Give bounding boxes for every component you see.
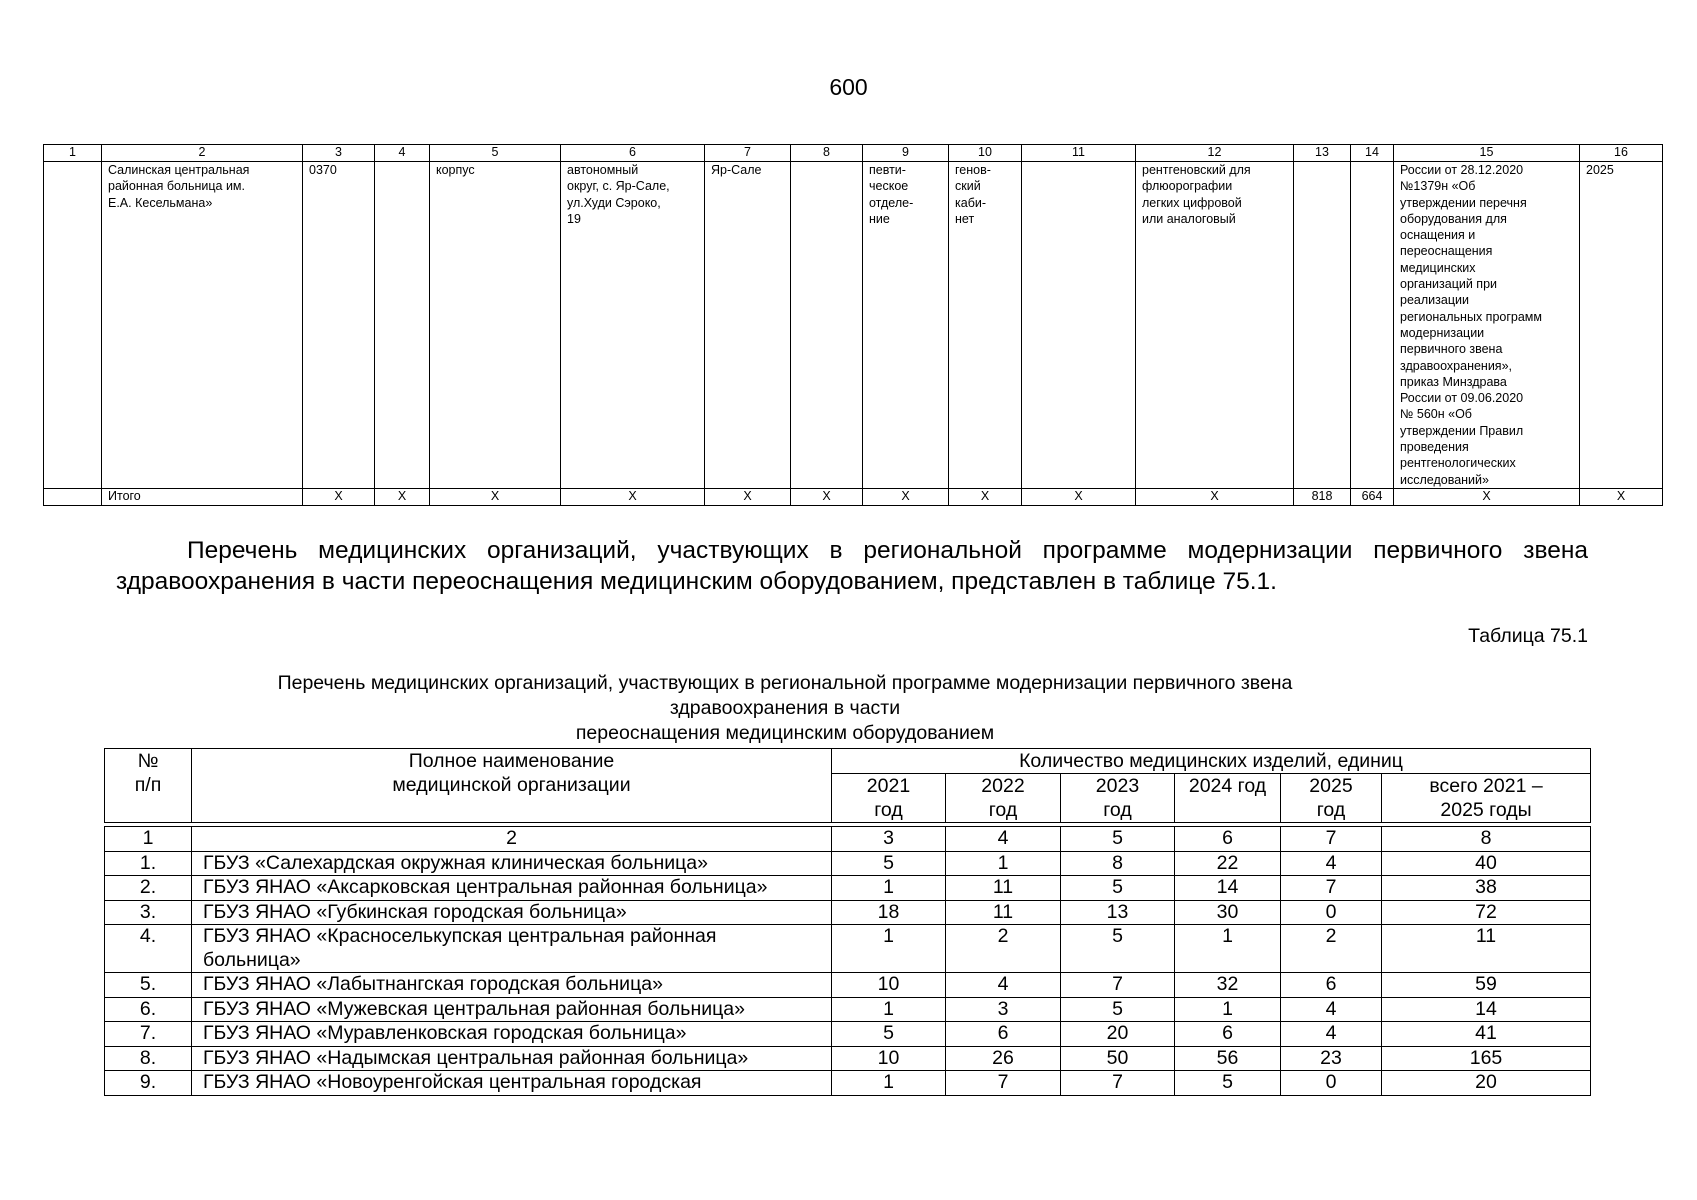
- row-number: 5.: [105, 973, 192, 998]
- total-row: [44, 489, 1663, 506]
- year-value: 1: [1175, 925, 1281, 973]
- cell-equipment: рентгеновский для флюорографии легких цифровой или аналоговый: [1136, 162, 1294, 489]
- table-row: [105, 925, 1591, 973]
- organization-name: ГБУЗ ЯНАО «Аксарковская центральная районная больница»: [192, 876, 832, 901]
- total-cell: 664: [1351, 489, 1394, 506]
- page-number: 600: [829, 74, 868, 100]
- cell-room: генов- ский каби- нет: [949, 162, 1022, 489]
- year-value: 8: [1061, 851, 1175, 876]
- total-value: 59: [1382, 973, 1591, 998]
- cell-col4: [375, 162, 430, 489]
- column-number-row: [44, 145, 1663, 162]
- row-number: 4.: [105, 925, 192, 973]
- header-name-line2: медицинской организации: [392, 774, 631, 796]
- year-value: 5: [832, 851, 946, 876]
- year-value: 1: [832, 1071, 946, 1096]
- organization-name: ГБУЗ ЯНАО «Надымская центральная районная больница»: [192, 1046, 832, 1071]
- year-value: 4: [1281, 851, 1382, 876]
- header-year: 2025 год: [1281, 774, 1382, 823]
- col-number: 1: [105, 827, 192, 852]
- row-number: 3.: [105, 900, 192, 925]
- col-number: 7: [1281, 827, 1382, 852]
- caption-line2: переоснащения медицинским оборудованием: [575, 722, 995, 744]
- col-number: 16: [1580, 145, 1663, 162]
- col-number: 14: [1351, 145, 1394, 162]
- organization-name: ГБУЗ ЯНАО «Губкинская городская больница»: [192, 900, 832, 925]
- year-value: 5: [1061, 876, 1175, 901]
- year-value: 10: [832, 1046, 946, 1071]
- row-number: 7.: [105, 1022, 192, 1047]
- year-value: 1: [946, 851, 1061, 876]
- year-value: 4: [1281, 1022, 1382, 1047]
- organization-name: ГБУЗ «Салехардская окружная клиническая больница»: [192, 851, 832, 876]
- header-num: [105, 749, 192, 823]
- total-value: 41: [1382, 1022, 1591, 1047]
- row-number: 6.: [105, 997, 192, 1022]
- col-number: 13: [1294, 145, 1351, 162]
- cell-department: певти- ческое отделе- ние: [863, 162, 949, 489]
- total-cell: Х: [430, 489, 561, 506]
- total-cell: Х: [949, 489, 1022, 506]
- year-value: 10: [832, 973, 946, 998]
- cell-address: автономный округ, с. Яр-Сале, ул.Худи Сэроко, 19: [561, 162, 705, 489]
- year-value: 2: [1281, 925, 1382, 973]
- col-number: 2: [102, 145, 303, 162]
- organization-name: ГБУЗ ЯНАО «Новоуренгойская центральная городская: [192, 1071, 832, 1096]
- year-value: 4: [1281, 997, 1382, 1022]
- year-value: 18: [832, 900, 946, 925]
- col-number: 5: [1061, 827, 1175, 852]
- year-value: 1: [832, 997, 946, 1022]
- col-number: 12: [1136, 145, 1294, 162]
- year-value: 22: [1175, 851, 1281, 876]
- year-value: 1: [832, 876, 946, 901]
- total-value: 11: [1382, 925, 1591, 973]
- year-value: 11: [946, 900, 1061, 925]
- organization-name: ГБУЗ ЯНАО «Мужевская центральная районная больница»: [192, 997, 832, 1022]
- year-value: 5: [1175, 1071, 1281, 1096]
- header-year: 2024 год: [1175, 774, 1281, 823]
- total-cell: Х: [303, 489, 375, 506]
- year-value: 0: [1281, 900, 1382, 925]
- cell-year: 2025: [1580, 162, 1663, 489]
- table-row: [105, 900, 1591, 925]
- total-value: 165: [1382, 1046, 1591, 1071]
- table-row: [105, 997, 1591, 1022]
- table-row: [105, 1046, 1591, 1071]
- table-caption: [225, 671, 1345, 746]
- row-number: 2.: [105, 876, 192, 901]
- table-row: [105, 1071, 1591, 1096]
- total-cell: Х: [1136, 489, 1294, 506]
- col-number: 3: [303, 145, 375, 162]
- col-number: 2: [192, 827, 832, 852]
- col-number: 6: [561, 145, 705, 162]
- organization-name: ГБУЗ ЯНАО «Муравленковская городская больница»: [192, 1022, 832, 1047]
- cell-col11: [1022, 162, 1136, 489]
- caption-line1: Перечень медицинских организаций, участвующих в региональной программе модернизации первичного звена здравоохранения в части: [277, 672, 1293, 719]
- col-number: 9: [863, 145, 949, 162]
- cell-locality: Яр-Сале: [705, 162, 791, 489]
- col-number: 3: [832, 827, 946, 852]
- cell-col1: [44, 162, 102, 489]
- cell-code: 0370: [303, 162, 375, 489]
- organization-name: ГБУЗ ЯНАО «Красноселькупская центральная районная больница»: [192, 925, 832, 973]
- col-number: 8: [1382, 827, 1591, 852]
- col-number: 1: [44, 145, 102, 162]
- total-cell: 818: [1294, 489, 1351, 506]
- col-number: 10: [949, 145, 1022, 162]
- header-num-line2: п/п: [134, 774, 162, 796]
- year-value: 1: [1175, 997, 1281, 1022]
- year-value: 5: [1061, 925, 1175, 973]
- table-row: [105, 973, 1591, 998]
- total-cell: Х: [791, 489, 863, 506]
- year-value: 30: [1175, 900, 1281, 925]
- table-row: [105, 851, 1591, 876]
- header-name: [192, 749, 832, 823]
- total-label: Итого: [102, 489, 303, 506]
- total-cell: Х: [705, 489, 791, 506]
- organization-name: ГБУЗ ЯНАО «Лабытнангская городская больница»: [192, 973, 832, 998]
- year-value: 2: [946, 925, 1061, 973]
- year-value: 11: [946, 876, 1061, 901]
- header-group: Количество медицинских изделий, единиц: [832, 749, 1591, 774]
- col-number: 5: [430, 145, 561, 162]
- year-value: 0: [1281, 1071, 1382, 1096]
- header-num-line1: №: [137, 750, 159, 772]
- year-value: 23: [1281, 1046, 1382, 1071]
- total-value: 40: [1382, 851, 1591, 876]
- total-cell: Х: [863, 489, 949, 506]
- col-number: 11: [1022, 145, 1136, 162]
- year-value: 7: [1281, 876, 1382, 901]
- total-cell: Х: [561, 489, 705, 506]
- row-number: 8.: [105, 1046, 192, 1071]
- year-value: 3: [946, 997, 1061, 1022]
- intro-paragraph: Перечень медицинских организаций, участвующих в региональной программе модернизации первичного звена здравоохранения в части переоснащения медицинским оборудованием, представлен в таблице 75.1.: [116, 537, 1588, 595]
- year-value: 14: [1175, 876, 1281, 901]
- col-number: 4: [375, 145, 430, 162]
- total-cell: Х: [1022, 489, 1136, 506]
- header-year: 2023 год: [1061, 774, 1175, 823]
- total-cell: Х: [375, 489, 430, 506]
- cell-legal-basis: России от 28.12.2020 №1379н «Об утверждении перечня оборудования для оснащения и переоснащения медицинских организаций при реализации региональных программ модернизации первичного звена здравоохранения», приказ Минздрава России от 09.06.2020 № 560н «Об утверждении Правил проведения рентгенологических исследований»: [1394, 162, 1580, 489]
- cell-col13: [1294, 162, 1351, 489]
- cell-organization: Салинская центральная районная больница им. Е.А. Кесельмана»: [102, 162, 303, 489]
- year-value: 26: [946, 1046, 1061, 1071]
- year-value: 4: [946, 973, 1061, 998]
- col-number: 15: [1394, 145, 1580, 162]
- total-cell: Х: [1580, 489, 1663, 506]
- main-table-header: [104, 748, 1591, 823]
- row-number: 1.: [105, 851, 192, 876]
- year-value: 13: [1061, 900, 1175, 925]
- total-value: 14: [1382, 997, 1591, 1022]
- row-number: 9.: [105, 1071, 192, 1096]
- year-value: 56: [1175, 1046, 1281, 1071]
- year-value: 20: [1061, 1022, 1175, 1047]
- year-value: 50: [1061, 1046, 1175, 1071]
- header-name-line1: Полное наименование: [408, 750, 615, 772]
- main-table-body: [104, 826, 1591, 1096]
- table-row: [44, 162, 1663, 489]
- col-number: 8: [791, 145, 863, 162]
- column-number-row: [105, 827, 1591, 852]
- year-value: 6: [946, 1022, 1061, 1047]
- total-value: 38: [1382, 876, 1591, 901]
- header-year: 2022 год: [946, 774, 1061, 823]
- col-number: 6: [1175, 827, 1281, 852]
- header-year: 2021 год: [832, 774, 946, 823]
- table-label: Таблица 75.1: [1468, 625, 1588, 647]
- total-empty: [44, 489, 102, 506]
- year-value: 5: [832, 1022, 946, 1047]
- year-value: 6: [1281, 973, 1382, 998]
- table-row: [105, 1022, 1591, 1047]
- cell-col8: [791, 162, 863, 489]
- header-total: всего 2021 – 2025 годы: [1382, 774, 1591, 823]
- cell-building: корпус: [430, 162, 561, 489]
- year-value: 32: [1175, 973, 1281, 998]
- year-value: 7: [1061, 1071, 1175, 1096]
- year-value: 7: [1061, 973, 1175, 998]
- table-row: [105, 876, 1591, 901]
- year-value: 6: [1175, 1022, 1281, 1047]
- continuation-table: [43, 144, 1663, 506]
- year-value: 1: [832, 925, 946, 973]
- total-cell: Х: [1394, 489, 1580, 506]
- year-value: 5: [1061, 997, 1175, 1022]
- col-number: 7: [705, 145, 791, 162]
- total-value: 72: [1382, 900, 1591, 925]
- year-value: 7: [946, 1071, 1061, 1096]
- total-value: 20: [1382, 1071, 1591, 1096]
- col-number: 4: [946, 827, 1061, 852]
- cell-col14: [1351, 162, 1394, 489]
